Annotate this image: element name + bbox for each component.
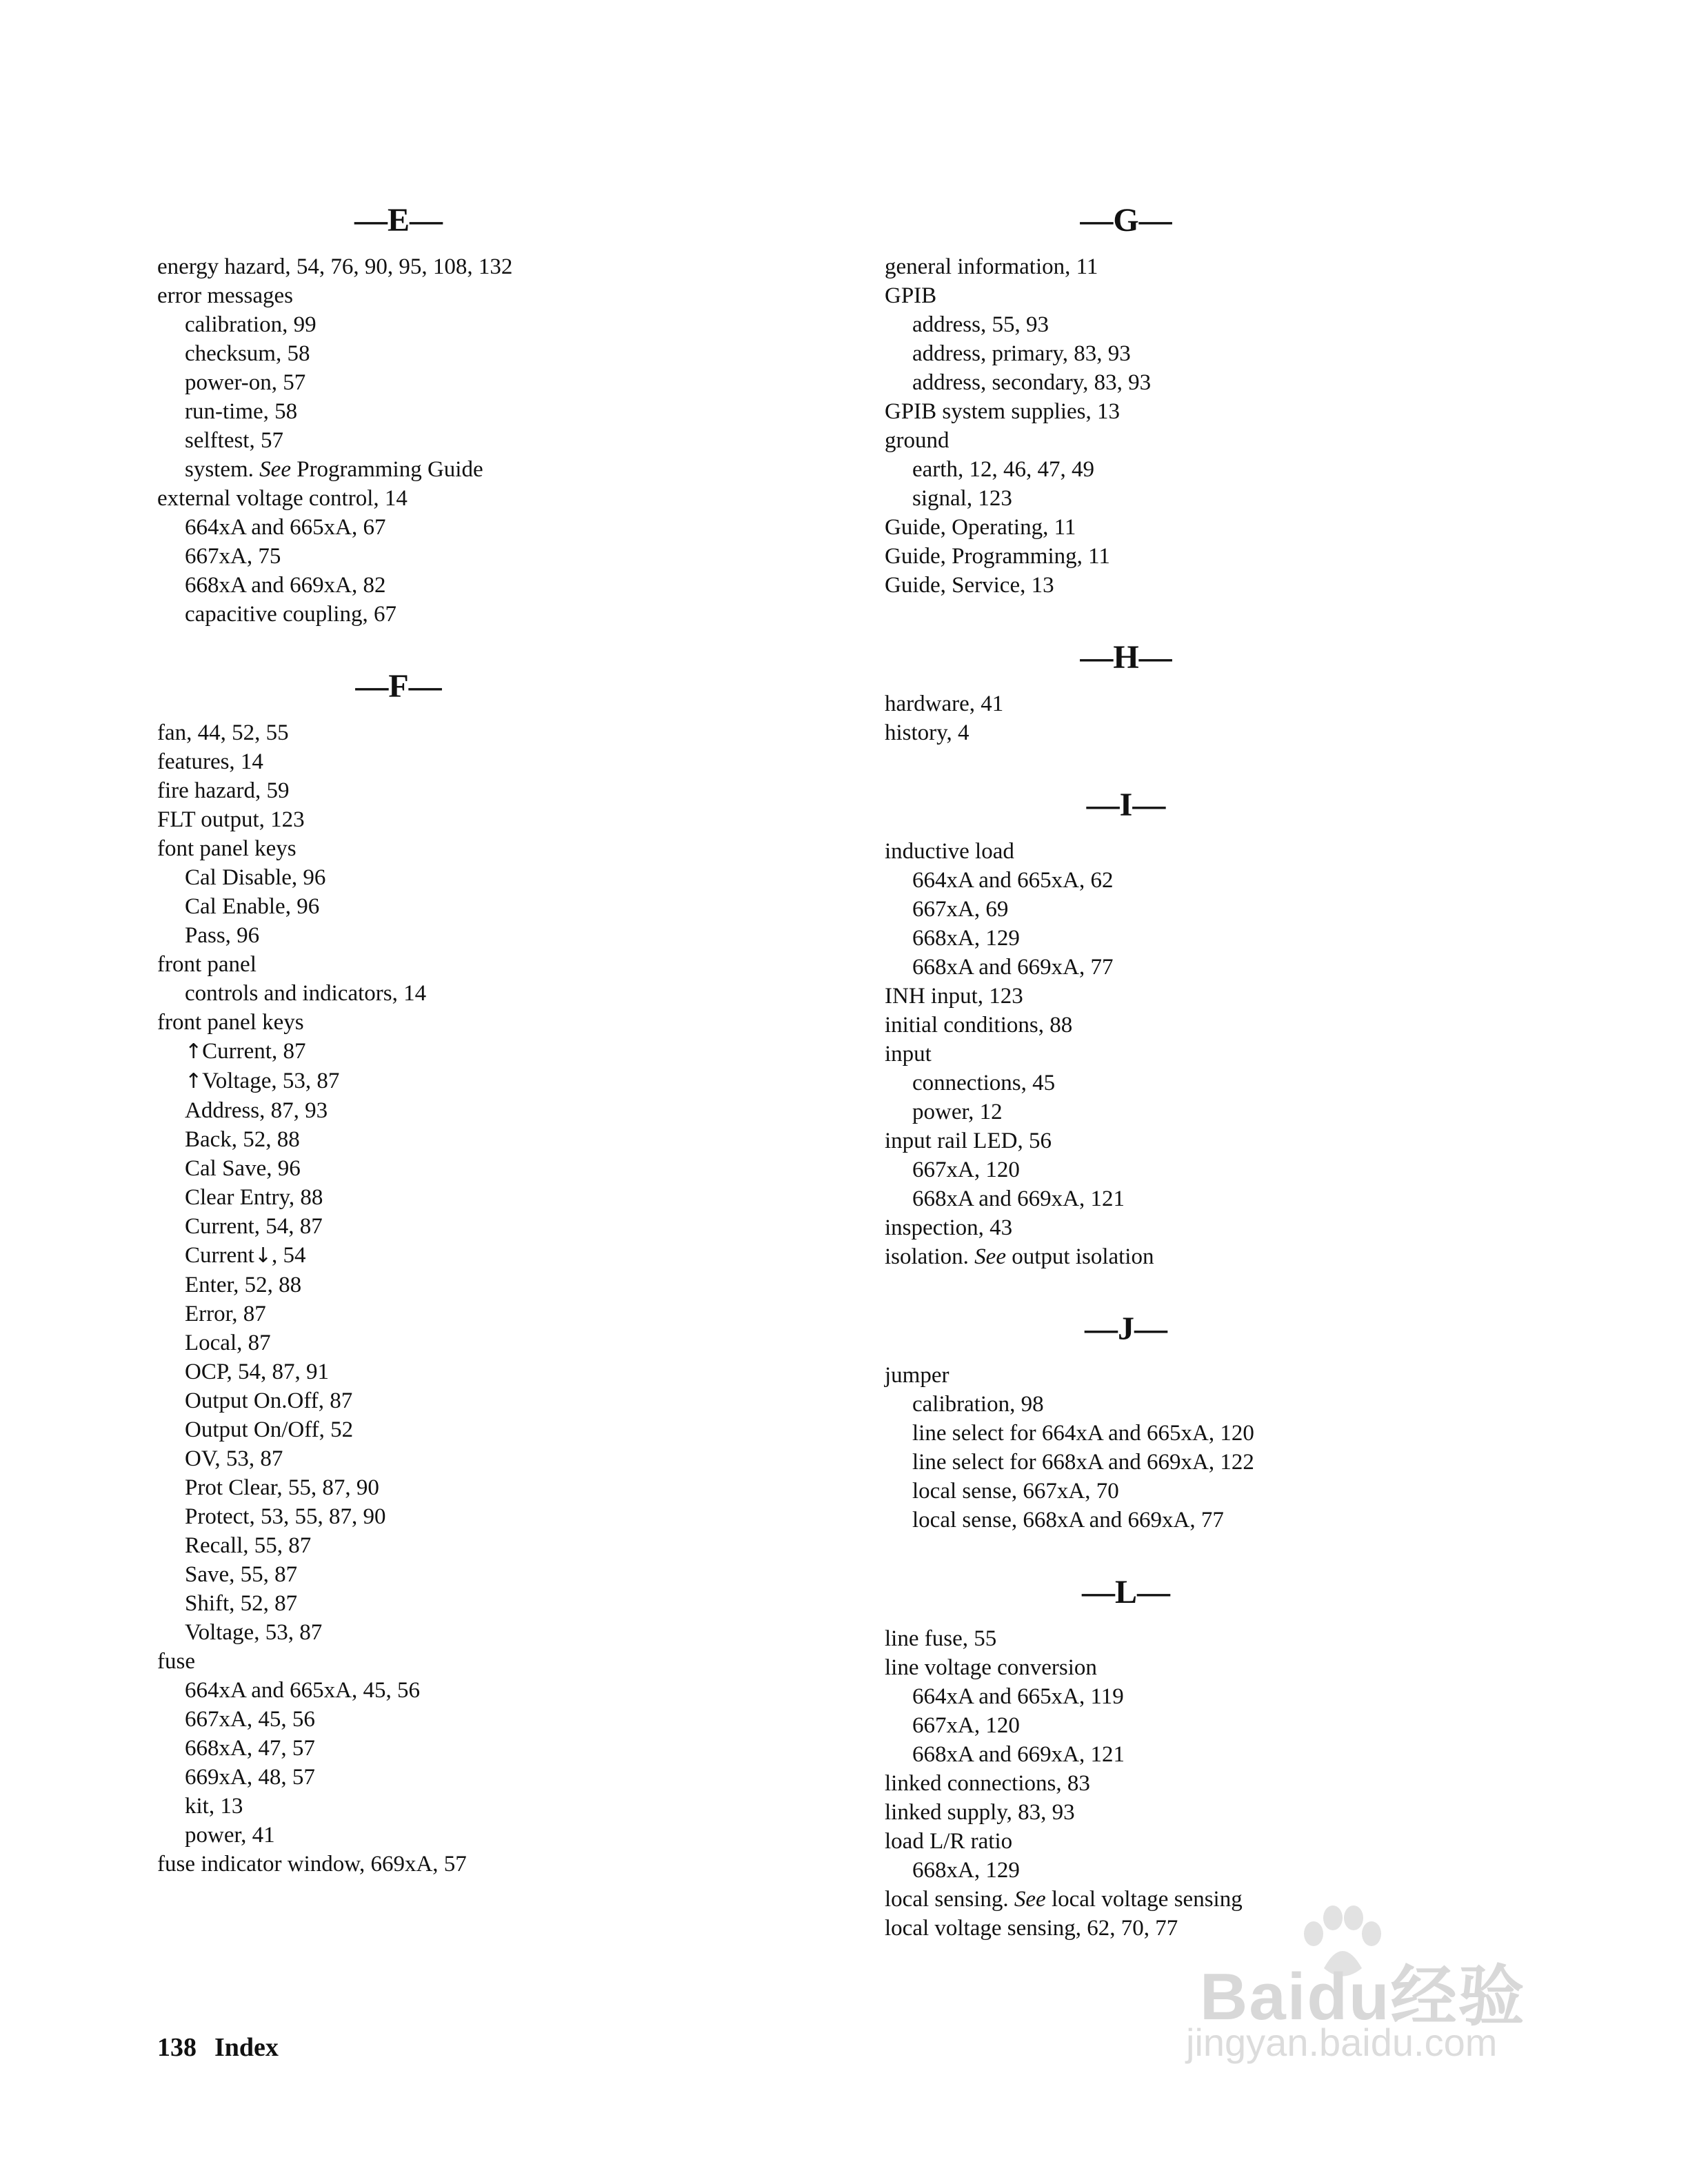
entry-text: Current <box>185 1243 254 1268</box>
entry-text: Recall, 55, 87 <box>185 1533 312 1558</box>
index-entry <box>885 837 1505 866</box>
index-subentry <box>157 1705 778 1734</box>
index-entry <box>885 397 1505 426</box>
see-reference: See <box>974 1244 1006 1269</box>
entry-text: connections, 45 <box>912 1071 1056 1095</box>
index-entry <box>885 1242 1505 1271</box>
index-entry <box>885 982 1505 1011</box>
index-subentry <box>157 1734 778 1763</box>
index-subentry <box>157 892 778 921</box>
index-subentry <box>885 1184 1505 1213</box>
arrow-up-icon: ↑ <box>185 1069 203 1093</box>
see-reference: See <box>1014 1887 1046 1912</box>
index-section <box>885 1576 1505 1943</box>
index-entry <box>157 834 778 863</box>
index-subentry <box>157 571 778 600</box>
entry-text: Output On.Off, 87 <box>185 1388 353 1413</box>
index-entry <box>157 484 778 513</box>
entry-text: calibration, 99 <box>185 312 316 337</box>
index-subentry <box>157 1502 778 1531</box>
entry-text: OCP, 54, 87, 91 <box>185 1359 330 1384</box>
entry-text: linked connections, 83 <box>885 1771 1090 1796</box>
entry-text-tail: local voltage sensing <box>1045 1887 1243 1912</box>
entry-text: run-time, 58 <box>185 399 298 424</box>
entry-text: Enter, 52, 88 <box>185 1273 302 1297</box>
entry-text: Guide, Service, 13 <box>885 573 1054 598</box>
entry-text: Cal Enable, 96 <box>185 894 320 919</box>
entry-text: Pass, 96 <box>185 923 260 948</box>
entry-text: input rail LED, 56 <box>885 1129 1052 1153</box>
index-entry <box>157 1008 778 1037</box>
index-entry <box>885 1653 1505 1682</box>
entry-text: Save, 55, 87 <box>185 1562 298 1587</box>
index-entry <box>885 1126 1505 1155</box>
page-footer <box>157 2032 279 2063</box>
index-subentry <box>157 863 778 892</box>
index-right-column <box>885 194 1505 1943</box>
entry-text: Protect, 53, 55, 87, 90 <box>185 1504 386 1529</box>
index-subentry <box>885 1740 1505 1769</box>
index-subentry <box>157 1096 778 1125</box>
index-entry <box>885 1040 1505 1069</box>
index-entry <box>885 281 1505 310</box>
entry-text: local sensing. <box>885 1887 1014 1912</box>
index-entry <box>157 281 778 310</box>
entry-text: history, 4 <box>885 720 969 745</box>
index-subentry <box>885 310 1505 339</box>
index-subentry <box>885 1856 1505 1885</box>
entry-text: power, 12 <box>912 1100 1003 1124</box>
entry-text-tail: , 54 <box>271 1243 306 1268</box>
index-subentry <box>157 1271 778 1300</box>
index-entry <box>885 252 1505 281</box>
index-subentry <box>157 339 778 368</box>
index-entry <box>885 689 1505 718</box>
index-entry <box>885 1624 1505 1653</box>
entry-text: ground <box>885 428 950 453</box>
entry-text: capacitive coupling, 67 <box>185 602 396 627</box>
section-heading: —H— <box>1080 639 1172 676</box>
see-reference: See <box>259 457 291 482</box>
entry-text: inductive load <box>885 839 1014 864</box>
index-entry <box>885 1769 1505 1798</box>
index-subentry <box>157 600 778 629</box>
index-subentry <box>885 895 1505 924</box>
index-subentry <box>157 1618 778 1647</box>
index-subentry <box>157 1531 778 1560</box>
entry-text: inspection, 43 <box>885 1215 1013 1240</box>
entry-text: signal, 123 <box>912 486 1012 511</box>
index-subentry <box>885 1390 1505 1419</box>
index-subentry <box>885 368 1505 397</box>
section-heading: —G— <box>1080 202 1172 239</box>
entry-text: Voltage, 53, 87 <box>185 1620 323 1645</box>
arrow-down-icon: ↓ <box>254 1244 272 1268</box>
entry-text: fuse <box>157 1649 195 1674</box>
index-subentry <box>157 513 778 542</box>
entry-text: error messages <box>157 283 294 308</box>
entry-text: hardware, 41 <box>885 691 1004 716</box>
index-section <box>157 204 778 629</box>
watermark-brand: Baidu经验 <box>1200 1960 1526 2034</box>
index-entry <box>157 950 778 979</box>
entry-text: Shift, 52, 87 <box>185 1591 298 1616</box>
entry-text: Clear Entry, 88 <box>185 1185 323 1210</box>
entry-text: fuse indicator window, 669xA, 57 <box>157 1852 467 1877</box>
entry-text: 667xA, 120 <box>912 1157 1020 1182</box>
footer-label: Index <box>214 2033 279 2062</box>
entry-text: front panel <box>157 952 257 977</box>
entry-text: FLT output, 123 <box>157 807 305 832</box>
index-subentry <box>885 1506 1505 1535</box>
section-heading: —I— <box>1086 787 1166 823</box>
entry-text: Current, 87 <box>202 1039 306 1064</box>
entry-text: 664xA and 665xA, 119 <box>912 1684 1124 1709</box>
entry-text: input <box>885 1042 932 1066</box>
entry-text: 668xA and 669xA, 77 <box>912 955 1114 980</box>
entry-text: system. <box>185 457 260 482</box>
entry-text: 668xA and 669xA, 121 <box>912 1742 1125 1767</box>
index-subentry <box>157 1212 778 1241</box>
entry-text: 669xA, 48, 57 <box>185 1765 315 1790</box>
index-entry <box>885 1798 1505 1827</box>
index-section <box>885 204 1505 600</box>
index-subentry <box>885 924 1505 953</box>
index-subentry <box>157 368 778 397</box>
entry-text: local sense, 668xA and 669xA, 77 <box>912 1508 1224 1533</box>
entry-text: load L/R ratio <box>885 1829 1013 1854</box>
index-section <box>885 789 1505 1271</box>
index-subentry <box>885 1155 1505 1184</box>
entry-text: GPIB system supplies, 13 <box>885 399 1121 424</box>
index-left-column <box>157 194 778 1879</box>
index-section <box>885 641 1505 747</box>
entry-text: 664xA and 665xA, 45, 56 <box>185 1678 420 1703</box>
index-subentry <box>157 921 778 950</box>
index-subentry <box>157 1357 778 1386</box>
index-subentry <box>157 1473 778 1502</box>
index-entry <box>885 718 1505 747</box>
entry-text: line select for 668xA and 669xA, 122 <box>912 1450 1254 1475</box>
entry-text: linked supply, 83, 93 <box>885 1800 1075 1825</box>
entry-text: Guide, Operating, 11 <box>885 515 1076 540</box>
entry-text: 668xA, 129 <box>912 926 1020 951</box>
entry-text: initial conditions, 88 <box>885 1013 1073 1038</box>
entry-text: INH input, 123 <box>885 984 1023 1009</box>
index-subentry <box>157 310 778 339</box>
index-entry <box>157 1647 778 1676</box>
section-heading: —L— <box>1081 1574 1170 1610</box>
entry-text: Guide, Programming, 11 <box>885 544 1110 569</box>
entry-text: local sense, 667xA, 70 <box>912 1479 1119 1504</box>
entry-text: earth, 12, 46, 47, 49 <box>912 457 1094 482</box>
index-entry <box>885 542 1505 571</box>
index-entry <box>885 1827 1505 1856</box>
entry-text-tail: output isolation <box>1005 1244 1154 1269</box>
index-section <box>885 1313 1505 1535</box>
index-entry <box>885 426 1505 455</box>
entry-text: Address, 87, 93 <box>185 1098 328 1123</box>
index-subentry <box>157 1792 778 1821</box>
index-subentry <box>157 1763 778 1792</box>
entry-text: Back, 52, 88 <box>185 1127 300 1152</box>
entry-text: fan, 44, 52, 55 <box>157 720 289 745</box>
entry-text: Error, 87 <box>185 1302 266 1326</box>
index-entry <box>885 513 1505 542</box>
watermark <box>1172 1903 1586 2064</box>
index-subentry <box>885 1477 1505 1506</box>
entry-text: address, 55, 93 <box>912 312 1049 337</box>
entry-text: 664xA and 665xA, 67 <box>185 515 386 540</box>
index-subentry <box>157 1444 778 1473</box>
entry-text: features, 14 <box>157 749 263 774</box>
index-subentry <box>885 339 1505 368</box>
index-entry <box>885 571 1505 600</box>
entry-text: Cal Save, 96 <box>185 1156 301 1181</box>
entry-text: local voltage sensing, 62, 70, 77 <box>885 1916 1178 1941</box>
entry-text: 668xA and 669xA, 121 <box>912 1186 1125 1211</box>
entry-text: front panel keys <box>157 1010 304 1035</box>
entry-text: jumper <box>885 1363 950 1388</box>
watermark-url: jingyan.baidu.com <box>1186 2021 1498 2064</box>
index-subentry <box>157 455 778 484</box>
index-subentry <box>157 1154 778 1183</box>
index-subentry <box>157 1125 778 1154</box>
index-subentry <box>157 1386 778 1415</box>
index-subentry <box>157 1037 778 1066</box>
index-subentry <box>885 455 1505 484</box>
entry-text: Output On/Off, 52 <box>185 1417 354 1442</box>
index-subentry <box>157 1821 778 1850</box>
entry-text: line voltage conversion <box>885 1655 1097 1680</box>
entry-text: Voltage, 53, 87 <box>202 1069 340 1093</box>
entry-text: Local, 87 <box>185 1331 271 1355</box>
index-subentry <box>157 1183 778 1212</box>
entry-text: address, primary, 83, 93 <box>912 341 1131 366</box>
entry-text: checksum, 58 <box>185 341 310 366</box>
entry-text: power-on, 57 <box>185 370 306 395</box>
index-subentry <box>885 1419 1505 1448</box>
section-heading: —F— <box>355 668 442 705</box>
entry-text: power, 41 <box>185 1823 275 1848</box>
index-section <box>157 670 778 1879</box>
index-subentry <box>885 1682 1505 1711</box>
entry-text: energy hazard, 54, 76, 90, 95, 108, 132 <box>157 254 513 279</box>
index-subentry <box>157 397 778 426</box>
entry-text: 667xA, 120 <box>912 1713 1020 1738</box>
section-heading: —E— <box>354 202 443 239</box>
index-subentry <box>157 1241 778 1271</box>
index-entry <box>157 747 778 776</box>
entry-text: line select for 664xA and 665xA, 120 <box>912 1421 1254 1446</box>
index-subentry <box>885 1711 1505 1740</box>
entry-text: 664xA and 665xA, 62 <box>912 868 1114 893</box>
entry-text: 667xA, 45, 56 <box>185 1707 315 1732</box>
index-subentry <box>885 1069 1505 1098</box>
index-subentry <box>157 979 778 1008</box>
index-entry <box>885 1011 1505 1040</box>
entry-text: 668xA, 47, 57 <box>185 1736 315 1761</box>
index-entry <box>157 252 778 281</box>
entry-text: address, secondary, 83, 93 <box>912 370 1152 395</box>
entry-text: GPIB <box>885 283 937 308</box>
entry-text: general information, 11 <box>885 254 1098 279</box>
index-subentry <box>157 426 778 455</box>
entry-text-tail: Programming Guide <box>290 457 483 482</box>
index-subentry <box>885 1098 1505 1126</box>
index-subentry <box>885 866 1505 895</box>
entry-text: OV, 53, 87 <box>185 1446 283 1471</box>
index-entry <box>885 1361 1505 1390</box>
index-entry <box>157 1850 778 1879</box>
section-heading: —J— <box>1085 1311 1167 1347</box>
entry-text: Prot Clear, 55, 87, 90 <box>185 1475 379 1500</box>
index-entry <box>157 718 778 747</box>
entry-text: external voltage control, 14 <box>157 486 408 511</box>
index-subentry <box>885 953 1505 982</box>
entry-text: font panel keys <box>157 836 297 861</box>
arrow-up-icon: ↑ <box>185 1040 203 1064</box>
entry-text: Current, 54, 87 <box>185 1214 323 1239</box>
entry-text: 667xA, 69 <box>912 897 1009 922</box>
index-subentry <box>157 1415 778 1444</box>
index-entry <box>885 1213 1505 1242</box>
entry-text: kit, 13 <box>185 1794 243 1819</box>
entry-text: 668xA and 669xA, 82 <box>185 573 386 598</box>
index-subentry <box>885 484 1505 513</box>
entry-text: 668xA, 129 <box>912 1858 1020 1883</box>
entry-text: selftest, 57 <box>185 428 283 453</box>
index-subentry <box>885 1448 1505 1477</box>
entry-text: line fuse, 55 <box>885 1626 997 1651</box>
entry-text: isolation. <box>885 1244 975 1269</box>
page-number: 138 <box>157 2033 197 2062</box>
entry-text: controls and indicators, 14 <box>185 981 427 1006</box>
index-subentry <box>157 1676 778 1705</box>
entry-text: 667xA, 75 <box>185 544 281 569</box>
index-subentry <box>157 542 778 571</box>
entry-text: calibration, 98 <box>912 1392 1044 1417</box>
entry-text: Cal Disable, 96 <box>185 865 326 890</box>
index-subentry <box>157 1066 778 1096</box>
entry-text: fire hazard, 59 <box>157 778 290 803</box>
